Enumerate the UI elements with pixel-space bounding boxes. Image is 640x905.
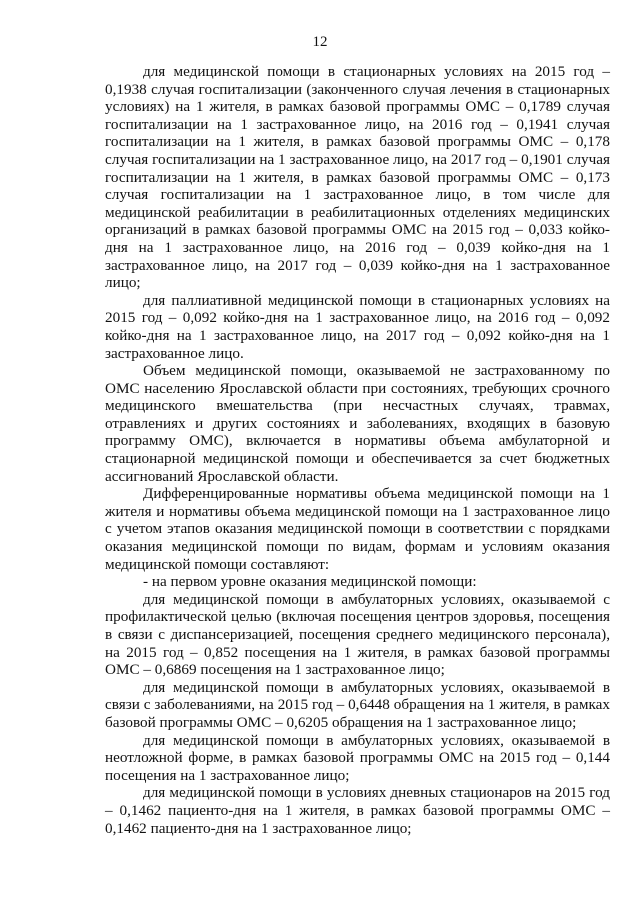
paragraph-outpatient-disease: для медицинской помощи в амбулаторных условиях, оказываемой в связи с заболеваниями, на 2015 год – 0,6448 обращения на 1 жителя, в рамках базовой программы ОМС – 0,6205 обращения на 1 застрахованное лицо;	[105, 678, 610, 731]
paragraph-outpatient-preventive: для медицинской помощи в амбулаторных условиях, оказываемой с профилактической целью (включая посещения центров здоровья, посещения в связи с диспансеризацией, посещения среднего медицинского персонала), на 2015 год – 0,852 посещения на 1 жителя, в рамках базовой программы ОМС – 0,6869 посещения на 1 застрахованное лицо;	[105, 590, 610, 679]
paragraph-differentiated-norms: Дифференцированные нормативы объема медицинской помощи на 1 жителя и нормативы объема медицинской помощи на 1 застрахованное лицо с учетом этапов оказания медицинской помощи в соответствии с порядками оказания медицинской помощи по видам, формам и условиям оказания медицинской помощи составляют:	[105, 485, 610, 573]
paragraph-day-hospital: для медицинской помощи в условиях дневных стационаров на 2015 год – 0,1462 пациенто-дня на 1 жителя, в рамках базовой программы ОМС – 0,1462 пациенто-дня на 1 застрахованное лицо;	[105, 784, 610, 837]
paragraph-inpatient-care: для медицинской помощи в стационарных условиях на 2015 год – 0,1938 случая госпитализации (законченного случая лечения в стационарных условиях) на 1 жителя, в рамках базовой программы ОМС – 0,1789 случая госпитализации на 1 застрахованное лицо, на 2016 год – 0,1941 случая госпитализации на 1 жителя, в рамках базовой программы ОМС – 0,178 случая госпитализации на 1 застрахованное лицо, на 2017 год – 0,1901 случая госпитализации на 1 жителя, в рамках базовой программы ОМС – 0,173 случая госпитализации на 1 застрахованное лицо, в том числе для медицинской реабилитации в реабилитационных отделениях медицинских организаций в рамках базовой программы ОМС на 2015 год – 0,033 койко-дня на 1 застрахованное лицо, на 2016 год – 0,039 койко-дня на 1 застрахованное лицо, на 2017 год – 0,039 койко-дня на 1 застрахованное лицо;	[105, 63, 610, 292]
paragraph-outpatient-urgent: для медицинской помощи в амбулаторных условиях, оказываемой в неотложной форме, в рамках базовой программы ОМС на 2015 год – 0,144 посещения на 1 застрахованное лицо;	[105, 731, 610, 784]
paragraph-palliative-care: для паллиативной медицинской помощи в стационарных условиях на 2015 год – 0,092 койко-дня на 1 застрахованное лицо, на 2016 год – 0,092 койко-дня на 1 застрахованное лицо, на 2017 год – 0,092 койко-дня на 1 застрахованное лицо.	[105, 291, 610, 362]
paragraph-first-level-heading: - на первом уровне оказания медицинской помощи:	[143, 573, 477, 591]
document-body	[105, 63, 610, 837]
page-number: 12	[312, 34, 328, 50]
paragraph-uninsured-care: Объем медицинской помощи, оказываемой не застрахованному по ОМС населению Ярославской области при состояниях, требующих срочного медицинского вмешательства (при несчастных случаях, травмах, отравлениях и других состояниях и заболеваниях, входящих в базовую программу ОМС), включается в нормативы объема амбулаторной и стационарной медицинской помощи и обеспечивается за счет бюджетных ассигнований Ярославской области.	[105, 362, 610, 485]
